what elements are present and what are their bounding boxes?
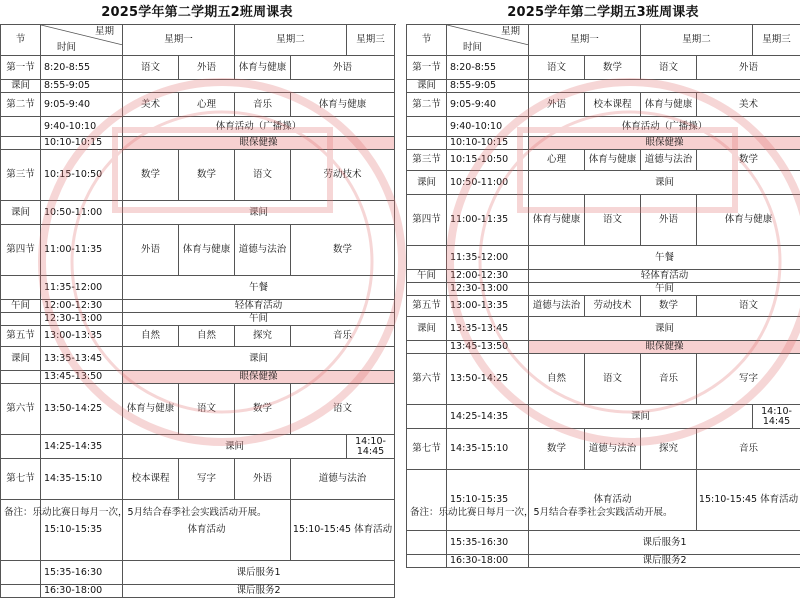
timetable-row xyxy=(407,429,800,470)
subject-cell: 语文 xyxy=(235,150,291,201)
subject-cell: 语文 xyxy=(697,296,800,317)
time-cell: 10:15-10:50 xyxy=(447,150,529,171)
span-activity-cell: 体育活动 xyxy=(123,500,291,561)
span-activity-cell: 午餐 xyxy=(529,246,800,270)
remark-note: 备注：乐动比赛日每月一次，5月结合春季社会实践活动开展。 xyxy=(4,504,267,518)
subject-cell: 语文 xyxy=(585,354,641,405)
left-timetable xyxy=(0,0,394,529)
subject-cell: 体育与健康 xyxy=(529,195,585,246)
period-cell xyxy=(407,555,447,568)
period-cell xyxy=(407,246,447,270)
subject-cell: 语文 xyxy=(641,56,697,80)
subject-cell: 美术 xyxy=(697,93,800,117)
period-cell: 第四节 xyxy=(407,195,447,246)
subject-cell: 语文 xyxy=(179,384,235,435)
diag-top-label: 星期 xyxy=(95,27,114,37)
time-cell: 11:00-11:35 xyxy=(447,195,529,246)
time-cell: 16:30-18:00 xyxy=(41,585,123,598)
timetable-row xyxy=(407,317,800,341)
span-activity-cell: 课间 xyxy=(529,171,800,195)
period-cell xyxy=(1,435,41,459)
subject-cell: 道德与法治 xyxy=(235,225,291,276)
time-cell: 13:35-13:45 xyxy=(447,317,529,341)
period-cell: 第五节 xyxy=(407,296,447,317)
timetable-row xyxy=(1,347,395,371)
subject-cell: 外语 xyxy=(697,56,800,80)
time-cell: 8:20-8:55 xyxy=(41,56,123,80)
timetable-row xyxy=(407,93,800,117)
timetable-grid xyxy=(406,24,800,568)
subject-cell: 自然 xyxy=(123,326,179,347)
subject-cell: 音乐 xyxy=(641,354,697,405)
timetable-row xyxy=(407,117,800,137)
time-cell: 10:10-10:15 xyxy=(447,137,529,150)
subject-cell: 外语 xyxy=(123,225,179,276)
timetable-row xyxy=(1,313,395,326)
subject-cell: 自然 xyxy=(529,354,585,405)
time-cell: 15:10-15:35 xyxy=(41,500,123,561)
span-activity-cell: 午间 xyxy=(123,313,395,326)
span-activity-cell xyxy=(529,80,800,93)
subject-cell: 外语 xyxy=(235,459,291,500)
subject-cell: 音乐 xyxy=(291,326,395,347)
timetable-row xyxy=(1,384,395,435)
time-cell: 15:35-16:30 xyxy=(447,531,529,555)
subject-cell: 体育与健康 xyxy=(641,93,697,117)
time-cell: 10:50-11:00 xyxy=(41,201,123,225)
timetable-row xyxy=(407,283,800,296)
period-cell: 第一节 xyxy=(407,56,447,80)
period-cell: 课间 xyxy=(407,317,447,341)
time-cell: 11:35-12:00 xyxy=(41,276,123,300)
timetable-row xyxy=(407,296,800,317)
period-cell xyxy=(407,531,447,555)
timetable-row xyxy=(1,371,395,384)
period-cell xyxy=(407,117,447,137)
time-cell: 10:15-10:50 xyxy=(41,150,123,201)
subject-cell: 道德与法治 xyxy=(291,459,395,500)
time-cell: 9:40-10:10 xyxy=(447,117,529,137)
time-cell: 8:55-9:05 xyxy=(447,80,529,93)
time-cell: 16:30-18:00 xyxy=(447,555,529,568)
period-cell xyxy=(1,561,41,585)
activity-cell: 14:10-14:45 xyxy=(753,405,800,429)
timetable-row xyxy=(1,326,395,347)
subject-cell: 写字 xyxy=(697,354,800,405)
period-cell: 第二节 xyxy=(1,93,41,117)
period-cell: 第三节 xyxy=(407,150,447,171)
activity-cell: 15:10-15:45 体育活动 xyxy=(291,500,395,561)
period-cell xyxy=(1,137,41,150)
timetable-row xyxy=(407,531,800,555)
subject-cell: 外语 xyxy=(291,56,395,80)
timetable-row xyxy=(1,585,395,598)
time-cell: 14:35-15:10 xyxy=(447,429,529,470)
timetable-row xyxy=(407,555,800,568)
subject-cell: 道德与法治 xyxy=(641,150,697,171)
span-activity-cell: 课后服务2 xyxy=(123,585,395,598)
activity-cell: 15:10-15:45 体育活动 xyxy=(697,470,800,531)
subject-cell: 数学 xyxy=(123,150,179,201)
period-cell xyxy=(407,283,447,296)
span-activity-cell: 课间 xyxy=(123,347,395,371)
span-activity-cell: 课间 xyxy=(529,405,753,429)
timetable-row xyxy=(407,150,800,171)
period-cell: 课间 xyxy=(407,171,447,195)
time-cell: 10:50-11:00 xyxy=(447,171,529,195)
timetable-row xyxy=(1,117,395,137)
subject-cell: 数学 xyxy=(697,150,800,171)
time-cell: 13:50-14:25 xyxy=(447,354,529,405)
period-cell: 第七节 xyxy=(1,459,41,500)
subject-cell: 心理 xyxy=(529,150,585,171)
subject-cell: 体育与健康 xyxy=(585,150,641,171)
time-cell: 8:20-8:55 xyxy=(447,56,529,80)
time-cell: 14:25-14:35 xyxy=(41,435,123,459)
period-cell xyxy=(1,585,41,598)
time-cell: 9:05-9:40 xyxy=(447,93,529,117)
period-cell: 课间 xyxy=(407,80,447,93)
header-row xyxy=(1,25,395,56)
subject-cell: 体育与健康 xyxy=(123,384,179,435)
time-cell: 9:05-9:40 xyxy=(41,93,123,117)
diag-bottom-label: 时间 xyxy=(463,43,482,53)
period-cell xyxy=(407,405,447,429)
day-time-diagonal-header xyxy=(447,25,529,56)
time-cell: 9:40-10:10 xyxy=(41,117,123,137)
timetable-row xyxy=(407,470,800,531)
subject-cell: 数学 xyxy=(585,56,641,80)
time-cell: 13:50-14:25 xyxy=(41,384,123,435)
timetable-title: 2025学年第二学期五3班周课表 xyxy=(406,2,800,24)
period-cell xyxy=(407,341,447,354)
time-cell: 13:45-13:50 xyxy=(41,371,123,384)
timetable-row xyxy=(407,354,800,405)
subject-cell: 外语 xyxy=(179,56,235,80)
subject-cell: 数学 xyxy=(291,225,395,276)
period-cell: 第六节 xyxy=(1,384,41,435)
subject-cell: 语文 xyxy=(123,56,179,80)
time-cell: 13:45-13:50 xyxy=(447,341,529,354)
subject-cell: 体育与健康 xyxy=(235,56,291,80)
subject-cell: 语文 xyxy=(291,384,395,435)
timetable-row xyxy=(1,93,395,117)
subject-cell: 外语 xyxy=(529,93,585,117)
timetable-row xyxy=(1,435,395,459)
timetable-row xyxy=(407,195,800,246)
time-cell: 13:00-13:35 xyxy=(41,326,123,347)
period-cell: 课间 xyxy=(1,201,41,225)
span-activity-cell: 眼保健操 xyxy=(529,137,800,150)
subject-cell: 写字 xyxy=(179,459,235,500)
day-header: 星期二 xyxy=(641,25,753,56)
timetable-row xyxy=(1,459,395,500)
subject-cell: 美术 xyxy=(123,93,179,117)
span-activity-cell xyxy=(123,80,395,93)
span-activity-cell: 课后服务1 xyxy=(529,531,800,555)
timetable-row xyxy=(1,561,395,585)
period-cell xyxy=(1,313,41,326)
span-activity-cell: 课间 xyxy=(123,201,395,225)
time-cell: 8:55-9:05 xyxy=(41,80,123,93)
period-cell: 第二节 xyxy=(407,93,447,117)
period-cell: 午间 xyxy=(407,270,447,283)
day-header: 星期三 xyxy=(753,25,800,56)
subject-cell: 语文 xyxy=(585,195,641,246)
subject-cell: 语文 xyxy=(529,56,585,80)
subject-cell: 道德与法治 xyxy=(585,429,641,470)
subject-cell: 劳动技术 xyxy=(585,296,641,317)
span-activity-cell: 体育活动（广播操） xyxy=(529,117,800,137)
period-cell: 第五节 xyxy=(1,326,41,347)
period-cell xyxy=(1,371,41,384)
timetable-row xyxy=(1,150,395,201)
subject-cell: 体育与健康 xyxy=(291,93,395,117)
timetable-row xyxy=(407,171,800,195)
time-cell: 14:35-15:10 xyxy=(41,459,123,500)
period-cell: 第七节 xyxy=(407,429,447,470)
span-activity-cell: 眼保健操 xyxy=(529,341,800,354)
subject-cell: 数学 xyxy=(179,150,235,201)
time-cell: 14:25-14:35 xyxy=(447,405,529,429)
day-header: 星期二 xyxy=(235,25,347,56)
period-cell xyxy=(1,117,41,137)
period-cell: 课间 xyxy=(1,80,41,93)
timetable-row xyxy=(407,341,800,354)
subject-cell: 校本课程 xyxy=(585,93,641,117)
period-cell xyxy=(407,470,447,531)
right-timetable xyxy=(406,0,800,529)
diag-top-label: 星期 xyxy=(501,27,520,37)
timetable-row xyxy=(1,276,395,300)
span-activity-cell: 课后服务1 xyxy=(123,561,395,585)
span-activity-cell: 体育活动 xyxy=(529,470,697,531)
time-cell: 15:10-15:35 xyxy=(447,470,529,531)
period-cell: 第六节 xyxy=(407,354,447,405)
span-activity-cell: 轻体育活动 xyxy=(123,300,395,313)
period-cell: 第一节 xyxy=(1,56,41,80)
timetable-row xyxy=(407,137,800,150)
time-cell: 12:30-13:00 xyxy=(447,283,529,296)
span-activity-cell: 课间 xyxy=(123,435,347,459)
timetable-row xyxy=(1,201,395,225)
subject-cell: 数学 xyxy=(529,429,585,470)
period-cell xyxy=(407,137,447,150)
period-cell: 第三节 xyxy=(1,150,41,201)
timetable-row xyxy=(1,225,395,276)
period-cell xyxy=(1,276,41,300)
span-activity-cell: 课间 xyxy=(529,317,800,341)
timetable-row xyxy=(407,246,800,270)
timetable-row xyxy=(1,300,395,313)
subject-cell: 探究 xyxy=(235,326,291,347)
subject-cell: 音乐 xyxy=(697,429,800,470)
subject-cell: 校本课程 xyxy=(123,459,179,500)
subject-cell: 心理 xyxy=(179,93,235,117)
day-header: 星期一 xyxy=(123,25,235,56)
timetable-row xyxy=(1,137,395,150)
header-row xyxy=(407,25,800,56)
time-cell: 12:00-12:30 xyxy=(41,300,123,313)
timetable-row xyxy=(407,56,800,80)
diag-bottom-label: 时间 xyxy=(57,43,76,53)
span-activity-cell: 午间 xyxy=(529,283,800,296)
timetable-row xyxy=(407,405,800,429)
subject-cell: 体育与健康 xyxy=(697,195,800,246)
time-cell: 12:30-13:00 xyxy=(41,313,123,326)
time-cell: 11:35-12:00 xyxy=(447,246,529,270)
subject-cell: 劳动技术 xyxy=(291,150,395,201)
subject-cell: 外语 xyxy=(641,195,697,246)
time-cell: 13:00-13:35 xyxy=(447,296,529,317)
time-cell: 13:35-13:45 xyxy=(41,347,123,371)
span-activity-cell: 轻体育活动 xyxy=(529,270,800,283)
timetable-row xyxy=(1,80,395,93)
subject-cell: 体育与健康 xyxy=(179,225,235,276)
timetable-title: 2025学年第二学期五2班周课表 xyxy=(0,2,394,24)
period-cell: 课间 xyxy=(1,347,41,371)
timetable-row xyxy=(407,270,800,283)
span-activity-cell: 课后服务2 xyxy=(529,555,800,568)
period-cell: 第四节 xyxy=(1,225,41,276)
time-cell: 12:00-12:30 xyxy=(447,270,529,283)
subject-cell: 数学 xyxy=(641,296,697,317)
subject-cell: 音乐 xyxy=(235,93,291,117)
period-header: 节 xyxy=(1,25,41,56)
span-activity-cell: 眼保健操 xyxy=(123,137,395,150)
span-activity-cell: 眼保健操 xyxy=(123,371,395,384)
time-cell: 10:10-10:15 xyxy=(41,137,123,150)
period-cell: 午间 xyxy=(1,300,41,313)
subject-cell: 自然 xyxy=(179,326,235,347)
remark-note: 备注：乐动比赛日每月一次，5月结合春季社会实践活动开展。 xyxy=(410,504,673,518)
subject-cell: 探究 xyxy=(641,429,697,470)
time-cell: 15:35-16:30 xyxy=(41,561,123,585)
span-activity-cell: 午餐 xyxy=(123,276,395,300)
span-activity-cell: 体育活动（广播操） xyxy=(123,117,395,137)
timetable-row xyxy=(1,56,395,80)
day-header: 星期三 xyxy=(347,25,395,56)
day-time-diagonal-header xyxy=(41,25,123,56)
subject-cell: 道德与法治 xyxy=(529,296,585,317)
day-header: 星期一 xyxy=(529,25,641,56)
activity-cell: 14:10-14:45 xyxy=(347,435,395,459)
time-cell: 11:00-11:35 xyxy=(41,225,123,276)
period-header: 节 xyxy=(407,25,447,56)
subject-cell: 数学 xyxy=(235,384,291,435)
timetable-row xyxy=(407,80,800,93)
